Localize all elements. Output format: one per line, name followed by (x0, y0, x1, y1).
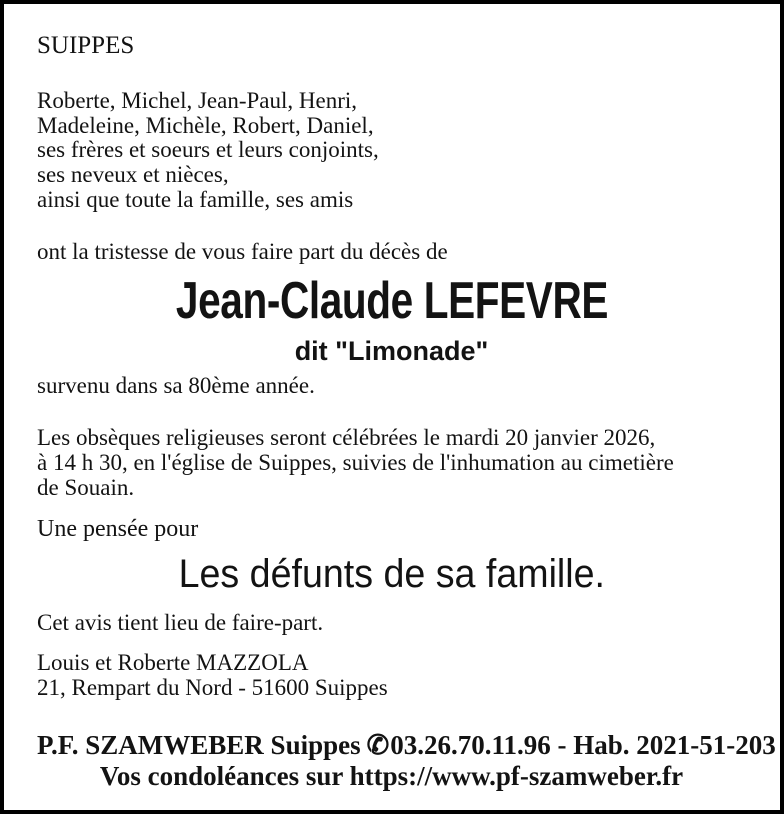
funeral-home-footer (37, 729, 776, 792)
announcement-line: ont la tristesse de vous faire part du décès de (37, 238, 448, 264)
ceremony-line: à 14 h 30, en l'église de Suippes, suivies de l'inhumation au cimetière (37, 449, 674, 475)
town-name: SUIPPES (37, 32, 135, 59)
deceased-name-text: Jean-Claude LEFEVRE (175, 271, 608, 330)
family-line: ses frères et soeurs et leurs conjoints, (37, 137, 379, 163)
thought-intro-line: Une pensée pour (37, 515, 199, 542)
ceremony-block (37, 425, 746, 500)
contact-block (37, 650, 746, 700)
phone-icon: ✆ (366, 729, 390, 760)
ceremony-line: Les obsèques religieuses seront célébrées le mardi 20 janvier 2026, (37, 424, 656, 450)
thought-subject-text: Les défunts de sa famille. (178, 551, 605, 596)
funeral-home-name: P.F. SZAMWEBER Suippes (37, 729, 361, 760)
family-line: ainsi que toute la famille, ses amis (37, 186, 354, 212)
faire-part-line: Cet avis tient lieu de faire-part. (37, 609, 324, 635)
contact-name-line: Louis et Roberte MAZZOLA (37, 649, 309, 675)
nickname-line: dit "Limonade" (294, 335, 489, 366)
contact-address-line: 21, Rempart du Nord - 51600 Suippes (37, 674, 388, 700)
thought-subject-line (37, 551, 746, 597)
family-line: Roberte, Michel, Jean-Paul, Henri, (37, 88, 357, 113)
funeral-home-info-line (37, 729, 776, 761)
funeral-home-phone: 03.26.70.11.96 - Hab. 2021-51-203 (390, 729, 776, 760)
family-members-block (37, 89, 746, 213)
condolences-line: Vos condoléances sur https://www.pf-szamweber.fr (99, 760, 684, 791)
family-line: Madeleine, Michèle, Robert, Daniel, (37, 112, 374, 138)
age-line: survenu dans sa 80ème année. (37, 372, 315, 398)
family-line: ses neveux et nièces, (37, 162, 229, 188)
ceremony-line: de Souain. (37, 474, 135, 500)
deceased-name (37, 271, 746, 330)
